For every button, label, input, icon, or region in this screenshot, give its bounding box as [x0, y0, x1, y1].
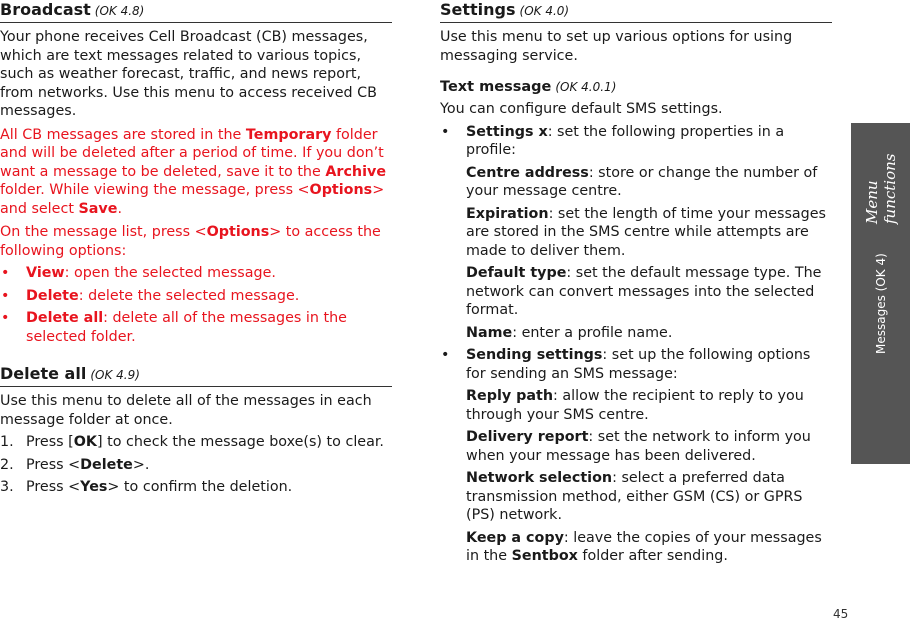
list-item: Default type: set the default message type. The network can convert messages into the selected format. — [466, 265, 822, 318]
list-item: • Sending settings: set up the following options for sending an SMS message: — [441, 347, 811, 382]
section-rule — [0, 386, 392, 387]
delete-all-heading: Delete all (OK 4.9) — [0, 364, 140, 383]
section-side-tab-sub — [851, 123, 910, 464]
broadcast-options-intro: On the message list, press <Options> to access the following options: — [0, 224, 381, 259]
settings-intro: Use this menu to set up various options for using messaging service. — [440, 29, 793, 64]
left-column — [0, 0, 392, 497]
section-title: Menu functions — [862, 153, 899, 224]
list-item: Centre address: store or change the number of your message centre. — [466, 164, 818, 199]
list-item: • View: open the selected message. — [1, 265, 276, 281]
list-item: Expiration: set the length of time your messages are stored in the SMS centre while attempts are made to deliver them. — [466, 205, 827, 259]
list-item: Delivery report: set the network to inform you when your message has been delivered. — [466, 429, 811, 464]
list-item: 2. Press <Delete>. — [0, 456, 150, 473]
delete-all-intro: Use this menu to delete all of the messages in each message folder at once. — [0, 393, 372, 428]
list-item: • Settings x: set the following properties in a profile: — [441, 123, 785, 158]
right-column — [440, 0, 832, 566]
broadcast-intro: Your phone receives Cell Broadcast (CB) messages, which are text messages related to various topics, such as weather forecast, traffic, and news report, from networks. Use this menu to access received CB messages. — [0, 29, 377, 119]
text-message-heading: Text message (OK 4.0.1) — [440, 79, 617, 95]
section-rule — [0, 22, 392, 23]
list-item: 1. Press [OK] to check the message boxe(s) to clear. — [0, 434, 384, 450]
text-message-intro: You can configure default SMS settings. — [440, 101, 723, 117]
list-item: Network selection: select a preferred data transmission method, either GSM (CS) or GPRS (PS) network. — [466, 470, 803, 523]
broadcast-note: All CB messages are stored in the Temporary folder and will be deleted after a period of time. If you don’t want a message to be deleted, save it to the Archive folder. While viewing the message, press <Options> and select Save. — [0, 126, 387, 217]
settings-heading: Settings (OK 4.0) — [440, 0, 570, 19]
section-rule — [440, 22, 832, 23]
list-item: 3. Press <Yes> to confirm the deletion. — [0, 479, 293, 495]
list-item: • Delete: delete the selected message. — [1, 287, 300, 304]
list-item: Name: enter a profile name. — [466, 324, 673, 341]
list-item: • Delete all: delete all of the messages in the selected folder. — [1, 310, 347, 345]
page-number: 45 — [833, 607, 849, 621]
list-item: Reply path: allow the recipient to reply to you through your SMS centre. — [466, 388, 804, 423]
list-item: Keep a copy: leave the copies of your messages in the Sentbox folder after sending. — [466, 529, 822, 564]
section-subtitle: Messages (OK 4) — [873, 253, 888, 354]
broadcast-heading: Broadcast (OK 4.8) — [0, 0, 145, 19]
